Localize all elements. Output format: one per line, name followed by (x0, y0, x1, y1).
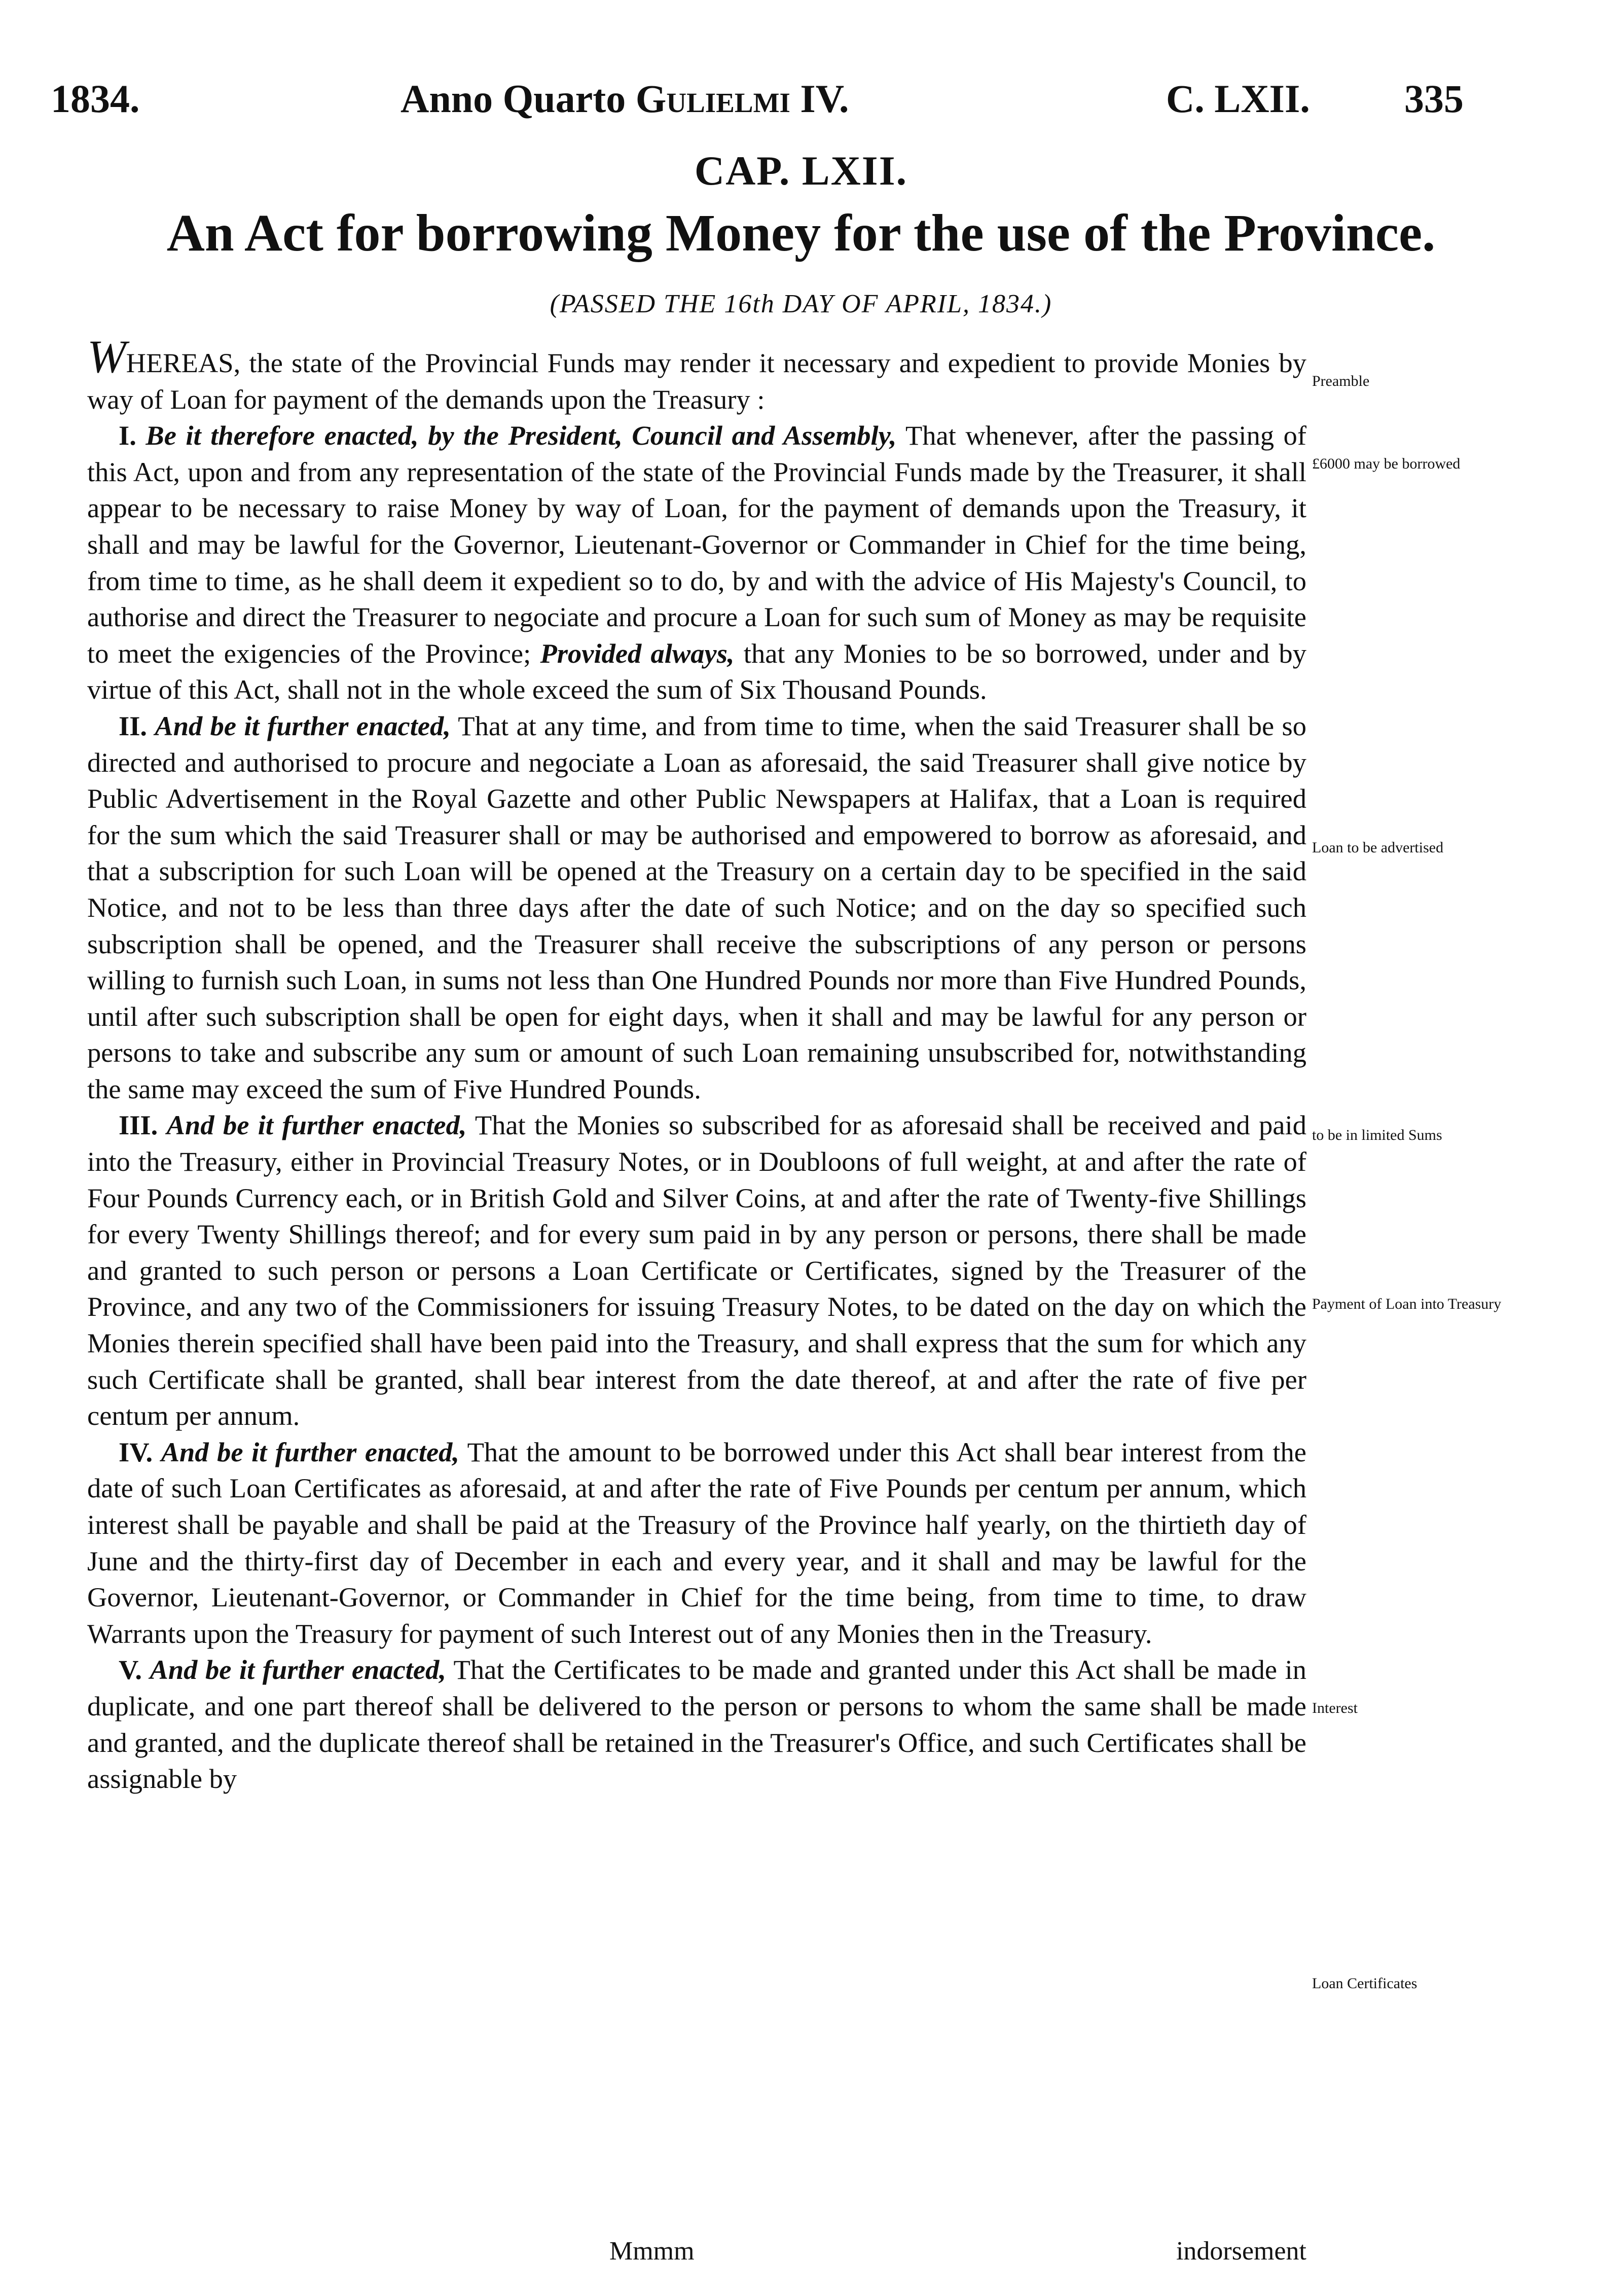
chapter-heading: CAP. LXII. (694, 148, 908, 194)
running-head-title-suffix: IV. (790, 77, 849, 121)
section-2 (87, 708, 1306, 1107)
drop-cap: W (87, 331, 126, 382)
section-text: That the Certificates to be made and granted under this Act shall be made in duplicate, and one part thereof shall be delivered to the person or persons to whom the same shall be made and granted, and the duplicate thereof shall be retained in the Treasurer's Office, and such Certificates shall be assignable by (87, 1654, 1306, 1795)
signature-mark: Mmmm (609, 2237, 695, 2266)
section-text: That the Monies so subscribed for as aforesaid shall be received and paid into the Treasury, either in Provincial Treasury Notes, or in Doubloons of full weight, at and after the rate of Four Pounds Currency each, or in British Gold and Silver Coins, at and after the rate of Twenty-five Shillings for every Twenty Shillings thereof; and for every sum paid in by any person or persons, there shall be made and granted to such person or persons a Loan Certificate or Certificates, signed by the Treasurer of the Province, and any two of the Commissioners for issuing Treasury Notes, to be dated on the day on which the Monies therein specified shall have been paid into the Treasury, and shall express that the sum for which any such Certificate shall be granted, shall bear interest from the date thereof, at and after the rate of five per centum per annum. (87, 1109, 1307, 1431)
section-text: That the amount to be borrowed under this Act shall bear interest from the date of such Loan Certificates as aforesaid, at and after the rate of Five Pounds per centum per annum, which interest shall be payable and shall be paid at the Treasury of the Province half yearly, on the thirtieth day of June and the thirty-first day of December in each and every year, and it shall and may be lawful for the Governor, Lieutenant-Governor, or Commander in Chief for the time being, from time to time, to draw Warrants upon the Treasury for payment of such Interest out of any Monies then in the Treasury. (87, 1436, 1306, 1649)
enacting-clause: And be it further enacted, (150, 1654, 446, 1685)
catchword: indorsement (1176, 2237, 1306, 2266)
section-number: I. (119, 420, 136, 451)
margin-note-borrowing-limit: £6000 may be borrowed (1312, 455, 1461, 472)
preamble-paragraph (87, 331, 1306, 417)
passed-date: (PASSED THE 16th DAY OF APRIL, 1834.) (550, 290, 1052, 318)
section-number: II. (119, 710, 148, 741)
running-head-title (401, 76, 849, 122)
section-number: V. (119, 1654, 142, 1685)
running-head-title-prefix: Anno Quarto (401, 77, 636, 121)
preamble-text: HEREAS, the state of the Provincial Funds may render it necessary and expedient to provide Monies by way of Loan for payment of the demands upon the Treasury : (87, 347, 1306, 415)
page-number: 335 (1404, 77, 1464, 121)
running-head-chapter: C. LXII. (1166, 77, 1310, 121)
section-5 (87, 1652, 1306, 1797)
enacting-clause: And be it further enacted, (155, 710, 451, 741)
proviso-clause: Provided always, (540, 637, 735, 669)
act-title: An Act for borrowing Money for the use of the Province. (166, 204, 1436, 262)
margin-note-preamble: Preamble (1312, 373, 1370, 389)
enacting-clause: Be it therefore enacted, by the President, Council and Assembly, (145, 420, 897, 451)
margin-note-advertised: Loan to be advertised (1312, 839, 1444, 856)
enacting-clause: And be it further enacted, (161, 1436, 460, 1467)
margin-note-interest: Interest (1312, 1700, 1358, 1716)
section-number: III. (119, 1109, 158, 1141)
section-1 (87, 417, 1306, 708)
section-text: That at any time, and from time to time, when the said Treasurer shall be so directed and authorised to procure and negociate a Loan as aforesaid, the said Treasurer shall give notice by Public Advertisement in the Royal Gazette and other Public Newspapers at Halifax, that a Loan is required for the sum which the said Treasurer shall or may be authorised and empowered to borrow as aforesaid, and that a subscription for such Loan will be opened at the Treasury on a certain day to be specified in the said Notice, and not to be less than three days after the date of such Notice; and on the day so specified such subscription shall be opened, and the Treasurer shall receive the subscriptions of any person or persons willing to furnish such Loan, in sums not less than One Hundred Pounds nor more than Five Hundred Pounds, until after such subscription shall be open for eight days, when it shall and may be lawful for any person or persons to take and subscribe any sum or amount of such Loan remaining unsubscribed for, notwithstanding the same may exceed the sum of Five Hundred Pounds. (87, 710, 1306, 1104)
section-4 (87, 1434, 1306, 1652)
section-number: IV. (119, 1436, 153, 1467)
page-footer (87, 2236, 1306, 2272)
act-body (87, 331, 1307, 1797)
section-text: that any Monies to be so borrowed, under and by virtue of this Act, shall not in the whole exceed the sum of Six Thousand Pounds. (87, 637, 1306, 705)
running-head-title-name: Gulielmi (635, 77, 790, 121)
margin-note-limited-sums: to be in limited Sums (1312, 1127, 1442, 1143)
section-text: That whenever, after the passing of this Act, upon and from any representation of the state of the Provincial Funds made by the Treasurer, it shall appear to be necessary to raise Money by way of Loan, for the payment of demands upon the Treasury, it shall and may be lawful for the Governor, Lieutenant-Governor or Commander in Chief for the time being, from time to time, as he shall deem it expedient so to do, by and with the advice of His Majesty's Council, to authorise and direct the Treasurer to negociate and procure a Loan for such sum of Money as may be requisite to meet the exigencies of the Province; (87, 420, 1306, 669)
enacting-clause: And be it further enacted, (166, 1109, 467, 1141)
section-3 (87, 1107, 1306, 1433)
running-head (51, 76, 1501, 132)
running-head-year: 1834. (51, 77, 140, 121)
margin-note-certificates: Loan Certificates (1312, 1975, 1417, 1992)
margin-note-payment: Payment of Loan into Treasury (1312, 1296, 1502, 1312)
